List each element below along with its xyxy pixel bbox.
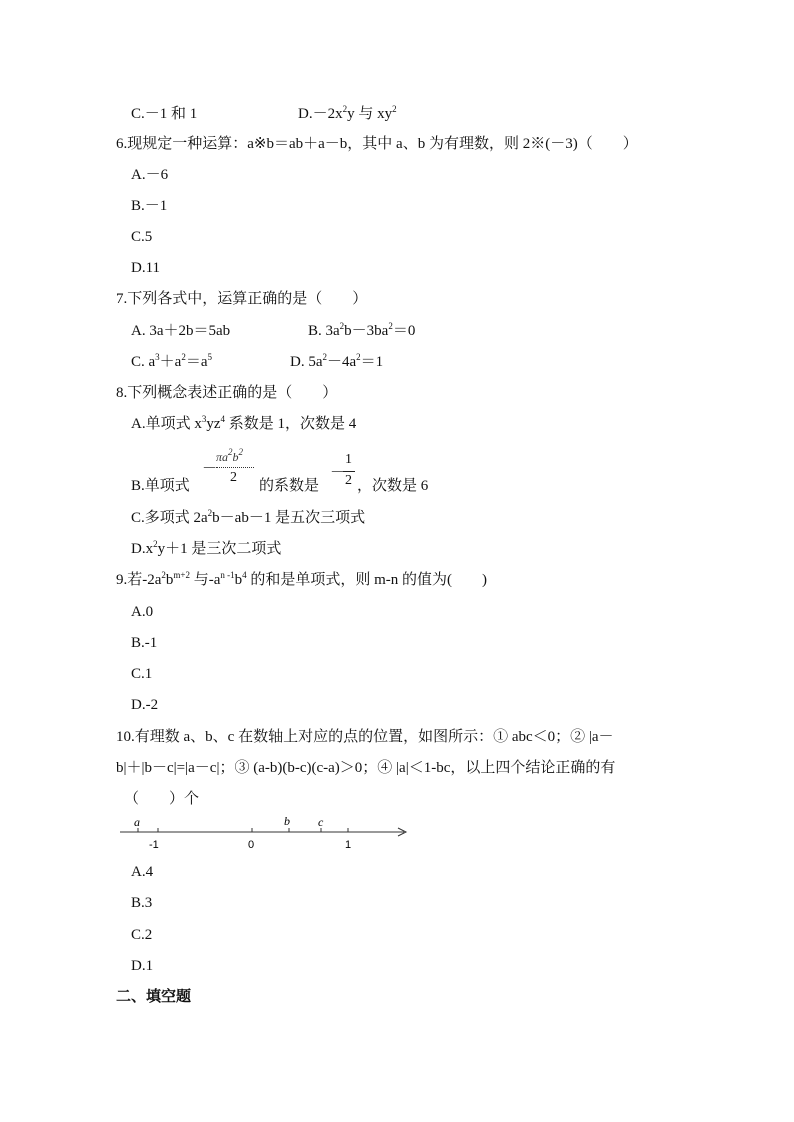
option-c-q7 xyxy=(131,352,212,372)
option-text: b－3ba xyxy=(344,323,389,339)
option-b-q6 xyxy=(131,196,167,216)
option-a-q9 xyxy=(131,602,153,622)
exponent: 2 xyxy=(161,570,166,580)
question-text: 9.若-2a xyxy=(116,572,162,588)
option-text: ＝a xyxy=(185,354,208,370)
exponent: 2 xyxy=(339,321,345,331)
option-text: ＋a xyxy=(159,354,182,370)
option-d-q7 xyxy=(290,352,383,372)
option-a-q8 xyxy=(131,414,356,434)
option-text: B.－1 xyxy=(131,198,168,214)
option-b-q8-mid xyxy=(259,476,319,496)
question-6-stem xyxy=(116,134,638,154)
question-text: b xyxy=(165,572,174,588)
exponent: n -1 xyxy=(220,570,235,580)
question-text: b xyxy=(234,572,243,588)
tick-label-one: 1 xyxy=(345,839,352,851)
option-a-q6 xyxy=(131,165,168,185)
option-text: ＝1 xyxy=(360,354,384,370)
option-b-q8-end xyxy=(357,476,428,496)
fraction-denominator: 2 xyxy=(230,470,237,485)
question-8-stem xyxy=(116,383,337,403)
exponent: 3 xyxy=(201,414,207,424)
tick-label-minus-one: -1 xyxy=(149,839,159,851)
question-10-stem-line1 xyxy=(116,727,614,747)
question-10-stem-line3 xyxy=(124,789,199,809)
number-line-figure xyxy=(118,812,418,854)
option-text: A.4 xyxy=(131,864,154,880)
exponent: 2 xyxy=(181,352,186,362)
question-text: 10.有理数 a、b、c 在数轴上对应的点的位置，如图所示：① abc＜0；② |a－ xyxy=(116,729,614,745)
question-text: （ ）个 xyxy=(124,791,200,807)
fraction-bar xyxy=(216,467,254,468)
option-c-q8 xyxy=(131,508,365,528)
option-a-q10 xyxy=(131,862,153,882)
fraction-bar xyxy=(343,471,355,472)
option-text: b－ab－1 是五次三项式 xyxy=(212,510,366,526)
option-b-q10 xyxy=(131,893,152,913)
option-d-q10 xyxy=(131,956,153,976)
option-text: A.－6 xyxy=(131,167,169,183)
exponent: 5 xyxy=(207,352,213,362)
option-text: D.-2 xyxy=(131,697,159,713)
option-text: yz xyxy=(206,416,221,432)
exponent: m+2 xyxy=(173,570,190,580)
option-text: C. a xyxy=(131,354,156,370)
option-text: C.1 xyxy=(131,666,153,682)
question-7-stem xyxy=(116,289,367,309)
option-text: 的系数是 xyxy=(259,478,320,494)
option-c-q5 xyxy=(131,104,197,124)
question-10-stem-line2 xyxy=(116,758,615,778)
option-text: ，次数是 6 xyxy=(357,478,429,494)
option-text: B.-1 xyxy=(131,635,158,651)
question-text: b|＋|b－c|=|a－c|；③ (a-b)(b-c)(c-a)＞0；④ |a|＜1-bc，以上四个结论正确的有 xyxy=(116,760,616,776)
numerator-text: b xyxy=(232,450,239,464)
option-b-q7 xyxy=(308,321,415,341)
fraction-numerator xyxy=(216,447,244,465)
option-text: C.－1 和 1 xyxy=(131,106,198,122)
exponent: 4 xyxy=(242,570,247,580)
option-text: D.x xyxy=(131,541,154,557)
option-c-q9 xyxy=(131,664,152,684)
option-c-q6 xyxy=(131,227,152,247)
option-text: D.－2x xyxy=(298,106,343,122)
option-text: D.1 xyxy=(131,958,154,974)
section-title: 二、填空题 xyxy=(116,988,192,1005)
option-text: y 与 xy xyxy=(347,106,393,122)
exponent: 2 xyxy=(342,104,348,114)
question-text: 的和是单项式，则 m-n 的值为( ) xyxy=(246,572,488,588)
fraction-denominator: 2 xyxy=(345,473,352,488)
option-b-q8-label xyxy=(131,476,190,496)
option-text: B.3 xyxy=(131,895,153,911)
option-text: A.0 xyxy=(131,604,154,620)
option-d-q5 xyxy=(298,104,397,124)
fraction-negative-one-half xyxy=(330,452,356,492)
fraction-numerator: 1 xyxy=(345,452,352,467)
option-d-q8 xyxy=(131,539,281,559)
exponent: 2 xyxy=(238,447,244,457)
section-heading-fill-in xyxy=(116,987,191,1007)
option-a-q7 xyxy=(131,321,230,341)
question-text: 6.现规定一种运算：a※b＝ab＋a－b，其中 a、b 为有理数，则 2※(－3)（ ） xyxy=(116,136,638,152)
exponent: 2 xyxy=(392,104,397,114)
exponent: 2 xyxy=(153,539,158,549)
label-b: b xyxy=(284,814,290,828)
exponent: 2 xyxy=(322,352,327,362)
exponent: 2 xyxy=(228,447,233,457)
option-text: D. 5a xyxy=(290,354,323,370)
option-text: D.11 xyxy=(131,260,161,276)
option-text: A. 3a＋2b＝5ab xyxy=(131,323,231,339)
exponent: 2 xyxy=(207,508,213,518)
option-text: －4a xyxy=(327,354,357,370)
option-text: C.2 xyxy=(131,927,153,943)
option-text: ＝0 xyxy=(392,323,416,339)
exponent: 4 xyxy=(220,414,226,424)
option-text: C.多项式 2a xyxy=(131,510,208,526)
option-b-q9 xyxy=(131,633,157,653)
exponent: 3 xyxy=(155,352,160,362)
option-text: A.单项式 x xyxy=(131,416,202,432)
option-c-q10 xyxy=(131,925,152,945)
option-text: C.5 xyxy=(131,229,153,245)
label-a: a xyxy=(134,815,140,829)
minus-sign: － xyxy=(202,461,218,477)
option-d-q6 xyxy=(131,258,160,278)
option-text: B. 3a xyxy=(308,323,340,339)
option-text: B.单项式 xyxy=(131,478,190,494)
question-text: 7.下列各式中，运算正确的是（ ） xyxy=(116,291,368,307)
label-c: c xyxy=(318,815,324,829)
question-text: 8.下列概念表述正确的是（ ） xyxy=(116,385,338,401)
option-text: 系数是 1，次数是 4 xyxy=(225,416,357,432)
exponent: 2 xyxy=(388,321,393,331)
option-d-q9 xyxy=(131,695,158,715)
tick-label-zero: 0 xyxy=(248,839,255,851)
minus-sign: － xyxy=(330,465,346,481)
exponent: 2 xyxy=(356,352,361,362)
numerator-text: πa xyxy=(216,450,229,464)
question-text: 与-a xyxy=(189,572,221,588)
option-text: y＋1 是三次二项式 xyxy=(157,541,282,557)
question-9-stem xyxy=(116,570,487,590)
fraction-pi-a2b2-over-2 xyxy=(202,448,254,490)
